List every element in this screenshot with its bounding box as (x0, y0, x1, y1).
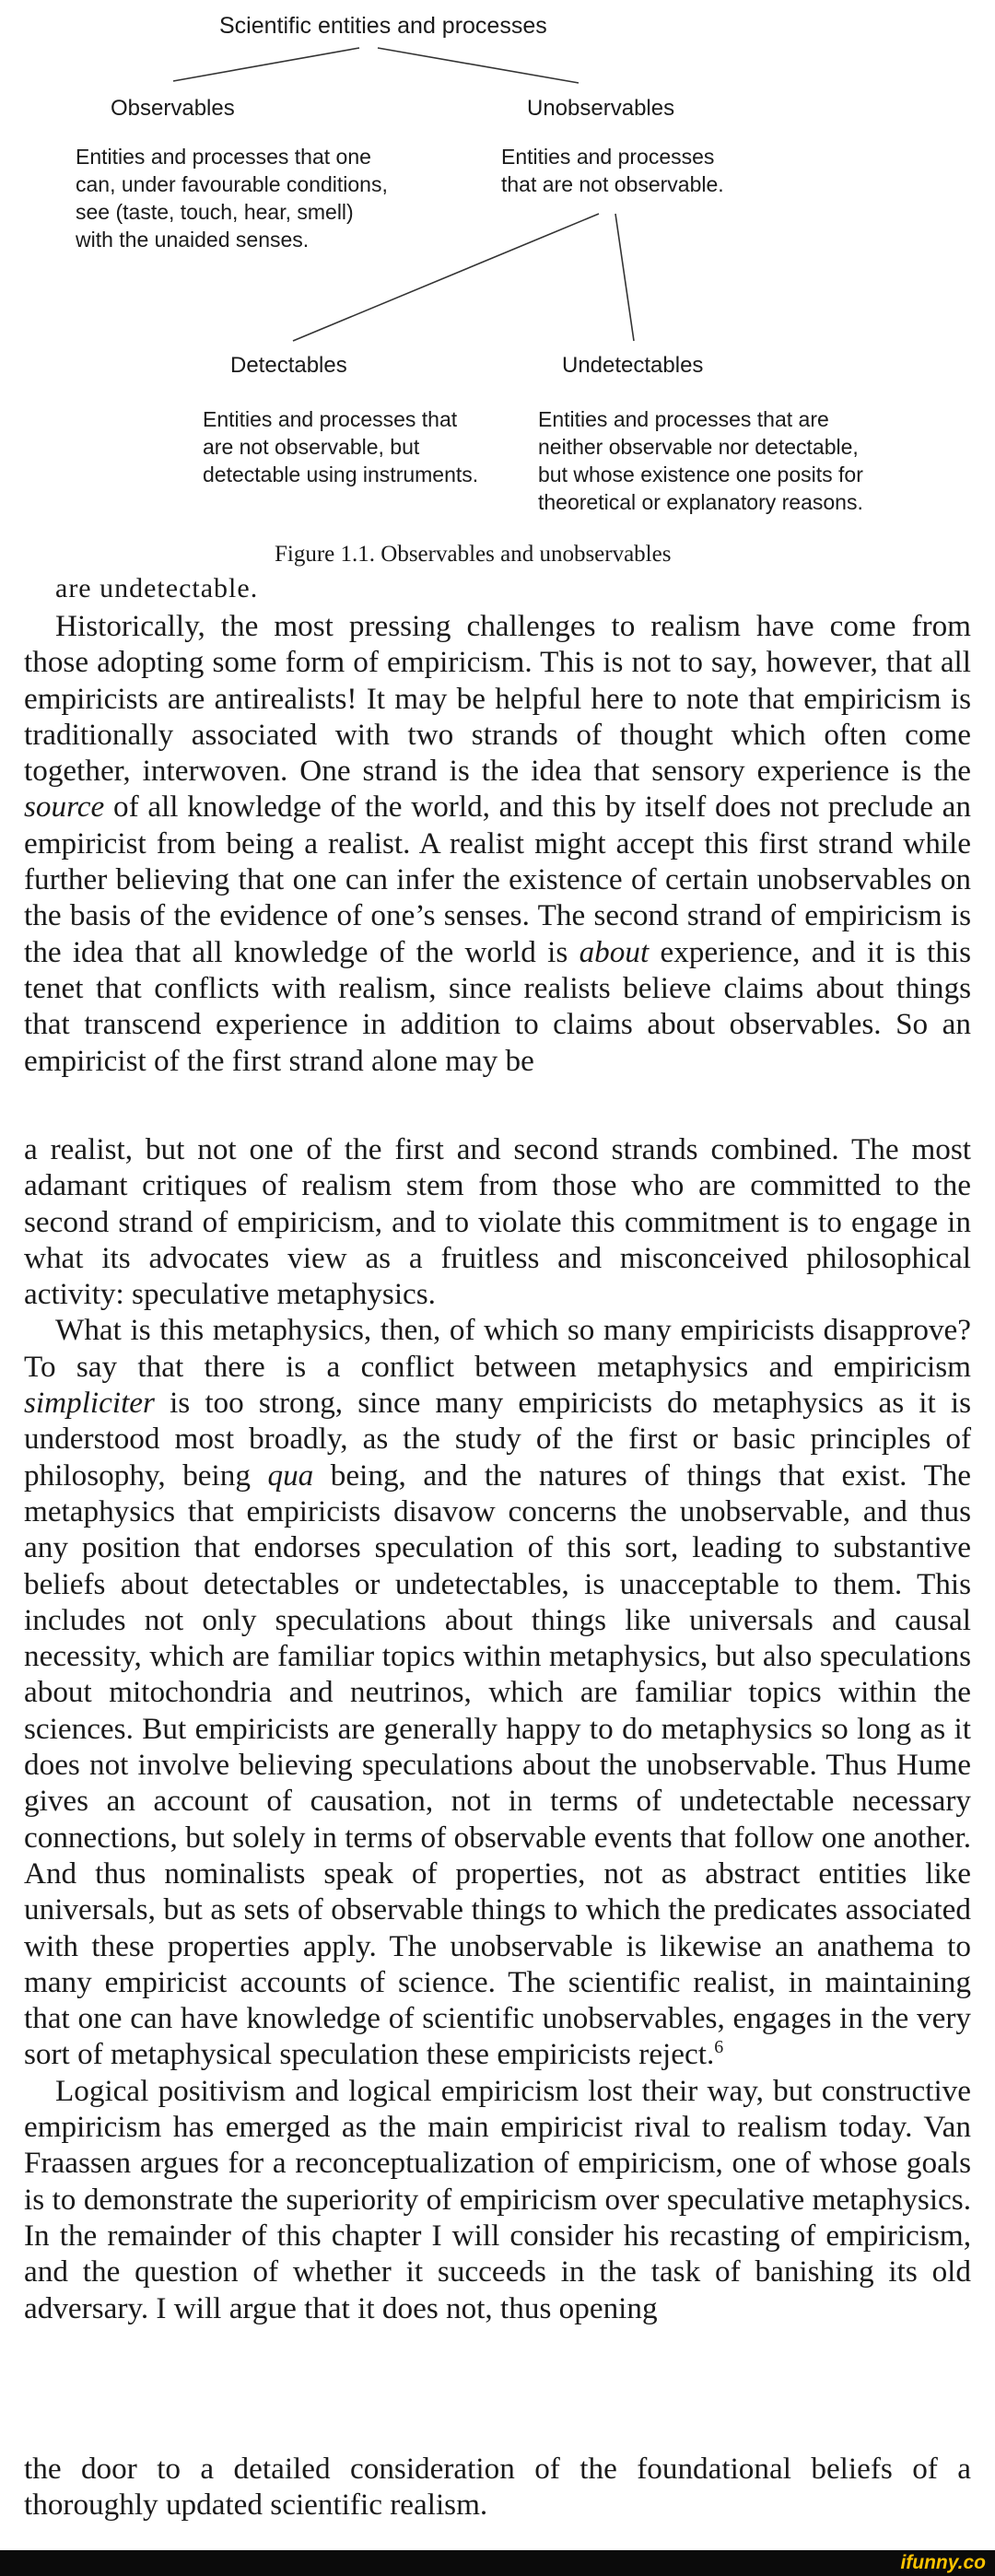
detectables-description: Entities and processes that are not observable, but detectable using instruments. (203, 407, 479, 486)
undetectables-label: Undetectables (562, 353, 704, 378)
connector-title-to-observables (173, 48, 359, 81)
detectables-label: Detectables (230, 353, 347, 378)
paragraph-empiricism: Historically, the most pressing challenges to realism have come from those adopting some form of empiricism. This is not to say, however, that all empiricists are antirealists! It may be helpful here to note that empiricism is traditionally associated with two strands of thought which often come together, interwoven. One strand is the idea that sensory experience is the source of all knowledge of the world, and this by itself does not preclude an empiricist from being a realist. A realist might accept this first strand while further believing that one can infer the existence of certain unobservables on the basis of the evidence of one’s senses. The second strand of empiricism is the idea that all knowledge of the world is about experience, and it is this tenet that conflicts with realism, since realists believe claims about things that transcend experience in addition to claims about observables. So an empiricist of the first strand alone may be (24, 609, 971, 1078)
observables-label: Observables (111, 96, 235, 121)
cutoff-text-line: are undetectable. (55, 573, 259, 603)
footer-bar (0, 2550, 995, 2576)
connector-title-to-unobservables (378, 48, 579, 83)
ifunny-watermark: ifunny.co (900, 2552, 986, 2573)
paragraph-constructive-empiricism-continued: the door to a detailed consideration of the foundational beliefs of a thoroughly updated scientific realism. (24, 2452, 971, 2523)
connector-unobservables-to-undetectables (615, 214, 634, 341)
text-block-2 (24, 1131, 971, 2326)
paragraph-constructive-empiricism: Logical positivism and logical empiricism lost their way, but constructive empiricism has emerged as the main empiricist rival to realism today. Van Fraassen argues for a reconceptualization of empiricism, one of whose goals is to demonstrate the superiority of empiricism over speculative metaphysics. In the remainder of this chapter I will consider his recasting of empiricism, and the question of whether it succeeds in the task of banishing its old adversary. I will argue that it does not, thus opening (24, 2073, 971, 2325)
paragraph-metaphysics: What is this metaphysics, then, of which so many empiricists disapprove? To say that there is a conflict between metaphysics and empiricism simpliciter is too strong, since many empiricists do metaphysics as it is understood most broadly, as the study of the first or basic principles of philosophy, being qua being, and the natures of things that exist. The metaphysics that empiricists disavow concerns the unobservable, and thus any position that endorses speculation of this sort, leading to substantive beliefs about detectables or undetectables, is unacceptable to them. This includes not only speculations about things like universals and causal necessity, which are familiar topics within metaphysics, but also speculations about mitochondria and neutrinos, which are familiar topics within the sciences. But empiricists are generally happy to do metaphysics so long as it does not involve believing speculations about the unobservable. Thus Hume gives an account of causation, not in terms of undetectable necessary connections, but solely in terms of observable events that follow one another. And thus nominalists speak of properties, not as abstract entities like universals, but as sets of observable things to which the predicates associated with these properties apply. The unobservable is likewise an anathema to many empiricist accounts of science. The scientific realist, in maintaining that one can have knowledge of scientific unobservables, engages in the very sort of metaphysical speculation these empiricists reject.$^6$ (24, 1313, 971, 2072)
unobservables-description: Entities and processes that are not observable. (501, 145, 724, 196)
figure-observables-unobservables (0, 0, 995, 590)
unobservables-label: Unobservables (527, 96, 675, 121)
observables-description: Entities and processes that one can, under favourable conditions, see (taste, touch, hear, smell) with the unaided senses. (76, 145, 388, 252)
figure-title: Scientific entities and processes (219, 13, 547, 39)
text-block-1 (24, 608, 971, 1079)
footnote-marker: 6 (714, 2037, 724, 2058)
paragraph-empiricism-continued: a realist, but not one of the first and second strands combined. The most adamant critiques of realism stem from those who are committed to the second strand of empiricism, and to violate this commitment is to engage in what its advocates view as a fruitless and misconceived philosophical activity: speculative metaphysics. (24, 1132, 971, 1312)
text-block-3 (24, 2451, 971, 2523)
undetectables-description: Entities and processes that are neither observable nor detectable, but whose existence one posits for theoretical or explanatory reasons. (538, 407, 863, 514)
figure-caption: Figure 1.1. Observables and unobservables (275, 542, 672, 567)
